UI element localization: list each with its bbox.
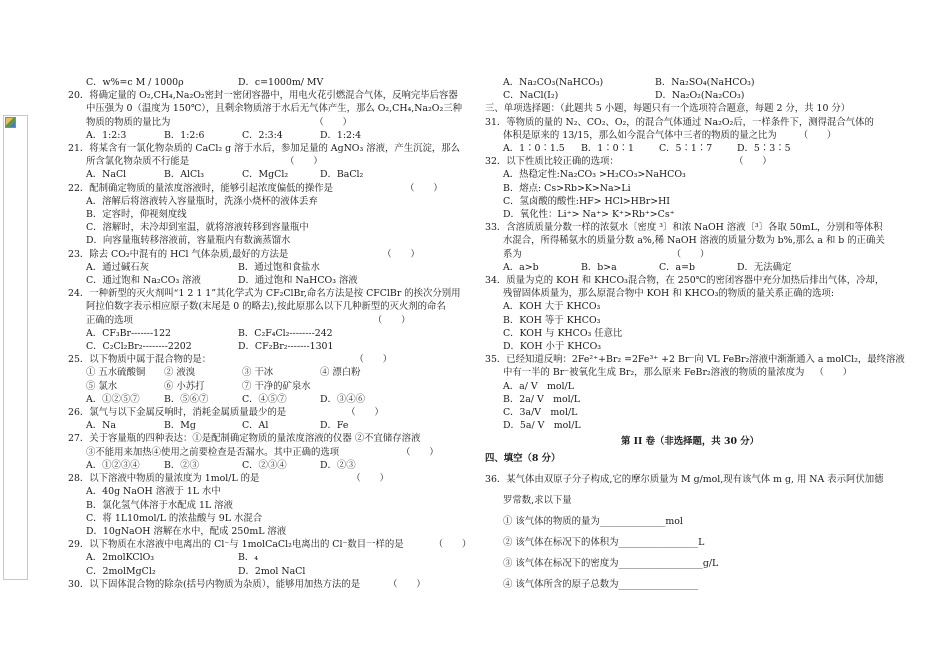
option: C．氢卤酸的酸性:HF> HCl>HBr>HI: [503, 195, 670, 207]
question-text-line: [68, 353, 470, 366]
option: D．③④⑥: [320, 393, 366, 405]
option: B．C₂F₄Cl₂--------242: [238, 327, 333, 339]
option: C．5∶1∶7: [659, 143, 713, 155]
question-31: [485, 116, 895, 156]
broken-image-icon: [5, 117, 16, 128]
option: B．KOH 等于 KHCO₃: [503, 314, 601, 326]
question-text-line: [485, 366, 895, 379]
option: B．通过饱和食盐水: [238, 261, 320, 273]
option: A．40g NaOH 溶液于 1L 水中: [86, 486, 221, 498]
answer-bracket: （ ）: [314, 116, 352, 128]
question-text: 27．关于容量瓶的四种表达：①是配制确定物质的量浓度溶液的仪器 ②不宜储存溶液: [68, 433, 421, 445]
options-row: [68, 459, 470, 472]
question-text: 36．某气体由双原子分子构成,它的摩尔质量为 M g/mol,现有该气体 m g, 用 NA 表示阿伏加德: [485, 473, 884, 485]
answer-bracket: （ ）: [433, 539, 472, 551]
item: ⑦ 干净的矿泉水: [242, 380, 311, 392]
question-28: [68, 472, 470, 538]
option: D．CF₂Br₂-------1301: [238, 341, 334, 353]
option: D．KOH 小于 KHCO₃: [503, 341, 602, 353]
question-29: [68, 538, 470, 578]
answer-bracket: （ ）: [346, 407, 384, 419]
option: C．3a/V mol/L: [503, 407, 578, 419]
question-text-line: [68, 446, 470, 459]
options-row: [68, 380, 470, 393]
item: ② 液溴: [164, 367, 196, 379]
answer-bracket: （ ）: [285, 156, 323, 168]
option: C．C₂Cl₂Br₂--------2202: [86, 341, 192, 353]
option: C．KOH 与 KHCO₃ 任意比: [503, 327, 623, 339]
question-text: ③不能用来加热④使用之前要检查是否漏水。其中正确的选项: [86, 446, 340, 458]
option: A．a>b: [503, 261, 539, 273]
item: ⑥ 小苏打: [164, 380, 205, 392]
option: D．10gNaOH 溶解在水中，配成 250mL 溶液: [86, 525, 287, 537]
answer-bracket: （ ）: [401, 446, 439, 458]
question-text-line: [68, 578, 470, 591]
answer-bracket: （ ）: [372, 314, 411, 326]
fill-blank-line: ③ 该气体在标况下的密度为__________________g/L: [503, 557, 719, 569]
options-row: [68, 565, 470, 578]
answer-bracket: （ ）: [798, 129, 837, 141]
option: B．AlCl₃: [164, 169, 204, 181]
answer-bracket: （ ）: [738, 156, 772, 168]
question-text: 中压强为 0（温度为 150℃），且剩余物质溶于水后无气体产生，那么 O₂,CH₄,Na₂O₂三种: [86, 103, 462, 115]
question-text: 所含氯化物杂质不行能是: [86, 156, 190, 168]
option: C．溶解时，未冷却到室温，就将溶液转移到容量瓶中: [86, 222, 309, 234]
options-row: [68, 168, 470, 181]
option: A．CF₃Br-------122: [86, 327, 172, 339]
option: B．定容时，仰视刻度线: [86, 209, 187, 221]
question-text: 正确的选项: [86, 314, 133, 326]
answer-bracket: （ ）: [351, 473, 389, 485]
option: C．a=b: [659, 261, 695, 273]
question-text: 33．含溶质质量分数一样的浓氨水〔密度 ³〕和浓 NaOH 溶液〔³〕各取 50mL，分别和等体积: [485, 222, 883, 234]
question-32: [485, 155, 895, 221]
options-row: [68, 393, 470, 406]
question-text-line: [68, 406, 470, 419]
option: D．氧化性：Li⁺> Na⁺> K⁺>Rb⁺>Cs⁺: [503, 209, 675, 221]
option: D．2mol NaCl: [238, 565, 306, 577]
options-row: [68, 419, 470, 432]
question-text: 21．将某含有一氯化物杂质的 CaCl₂ g 溶于水后，参加足量的 AgNO₃ 溶液，产生沉淀，那么: [68, 143, 460, 155]
option: D．通过饱和 NaHCO₃ 溶液: [238, 275, 358, 287]
option: D．1:2:4: [320, 129, 362, 141]
question-35: [485, 353, 905, 432]
options-row: [68, 129, 470, 142]
question-text-line: [68, 248, 470, 261]
option: B．②③: [164, 459, 200, 471]
question-33: [485, 221, 895, 274]
option: D．c=1000m/ MV: [238, 77, 324, 88]
option: A．Na: [86, 420, 116, 432]
question-21: [68, 142, 470, 182]
option: A．2molKClO₃: [86, 552, 155, 564]
question-27: [68, 432, 470, 472]
question-text: 23．除去 CO₂中混有的 HCl 气体杂质,最好的方法是: [68, 248, 289, 260]
option: A．热稳定性:Na₂CO₃ >H₂CO₃>NaHCO₃: [503, 169, 686, 181]
question-text: 30．以下固体混合物的除杂(括号内物质为杂质），能够用加热方法的是: [68, 578, 361, 590]
option: A．①②⑤⑦: [86, 393, 140, 405]
item: ⑤ 氯水: [86, 380, 118, 392]
option: A．1∶0∶1.5: [503, 143, 565, 155]
question-text: 25．以下物质中属于混合物的是：: [68, 354, 212, 366]
options-row: [68, 76, 470, 89]
item: ③ 干冰: [242, 367, 274, 379]
question-20: [68, 89, 470, 142]
question-25: [68, 353, 470, 406]
question-text-line: [485, 155, 895, 168]
option: B．熔点: Cs>Rb>K>Na>Li: [503, 182, 631, 194]
option: B．氯化氢气体溶于水配成 1L 溶液: [86, 499, 233, 511]
question-26: [68, 406, 470, 432]
option: A．①②③④: [86, 459, 140, 471]
question-text: 24．一种新型的灭火剂叫“1 2 1 1”其化学式为 CF₂ClBr,命名方法是按 CFClBr 的挨次分别用: [68, 288, 461, 300]
option: D．Na₂O₂(Na₂CO₃): [655, 90, 745, 102]
question-text-line: [68, 182, 470, 195]
question-text: 水混合，所得稀氨水的质量分数 a%,稀 NaOH 溶液的质量分数为 b%,那么 a 和 b 的正确关: [503, 235, 885, 247]
question-text: 29．以下物质在水溶液中电离出的 Cl⁻与 1molCaCl₂电离出的 Cl⁻数目一样的是: [68, 539, 404, 551]
option: C．④⑤⑦: [242, 393, 287, 405]
option: A．KOH 大于 KHCO₃: [503, 301, 601, 313]
option: B．Mg: [164, 420, 196, 432]
question-text: 20．将确定量的 O₂,CH₄,Na₂O₂密封一密闭容器中，用电火花引燃混合气体，反响完毕后容器: [68, 90, 458, 102]
option: B．b>a: [581, 261, 617, 273]
option: D．Fe: [320, 420, 349, 432]
options-row: [68, 340, 470, 353]
options-row: [68, 274, 470, 287]
options-row: [68, 327, 470, 340]
question-text: 26．氯气与以下金属反响时，消耗金属质量最少的是: [68, 407, 287, 419]
option: D．无法确定: [737, 261, 792, 273]
option: C．MgCl₂: [242, 169, 289, 181]
option: A．Na₂CO₃(NaHCO₃): [503, 77, 604, 88]
option: C．②③④: [242, 459, 287, 471]
option: B．2a/ V mol/L: [503, 393, 581, 405]
question-30: [68, 578, 470, 591]
right-column: [485, 76, 905, 595]
question-34: [485, 274, 895, 353]
left-margin-strip: [3, 115, 28, 580]
option: C．w%=c M / 1000ρ: [86, 77, 184, 88]
question-text: 35．已经知道反响：2Fe²⁺+Br₂ =2Fe³⁺ +2 Br⁻向 VL FeBr₂溶液中渐渐通入 a molCl₂，最终溶液: [485, 354, 905, 366]
question-23: [68, 248, 470, 288]
question-text: 残留固体质量为，那么原混合物中 KOH 和 KHCO₃的物质的量关系正确的选项:: [503, 288, 835, 300]
answer-bracket: （ ）: [814, 367, 852, 379]
question-24: [68, 287, 470, 353]
question-text: 阿拉伯数字表示相应原子数(末尾是 0 的略去),按此原那么以下几种新型的灭火剂的命名: [86, 301, 446, 313]
option: A．溶解后将溶液转入容量瓶时，洗涤小烧杯的液体丢弃: [86, 195, 318, 207]
options-row: [485, 76, 895, 89]
question-text-line: [68, 314, 470, 327]
option: A．a/ V mol/L: [503, 380, 574, 392]
question-text: 罗常数,求以下量: [503, 494, 572, 506]
question-text: 31．等物质的量的 N₂、CO₂、O₂，的混合气体通过 Na₂O₂后，一样条件下，测得混合气体的: [485, 116, 874, 128]
option: C．通过饱和 Na₂CO₃ 溶液: [86, 275, 201, 287]
option: B．Na₂SO₄(NaHCO₃): [655, 77, 755, 88]
option: A．通过碱石灰: [86, 261, 150, 273]
option: C．将 1L10mol/L 的浓盐酸与 9L 水混合: [86, 512, 263, 524]
question-text-line: [485, 248, 895, 261]
part-two-heading: 第 II 卷（非选择题，共 30 分）: [621, 436, 759, 448]
options-row: [485, 261, 895, 274]
option: D．②③: [320, 459, 356, 471]
question-text-line: [485, 129, 895, 142]
fill-blank-line: ① 该气体的物质的量为______________mol: [503, 515, 683, 527]
question-text-line: [68, 472, 470, 485]
section-heading: 四、填空（8 分）: [485, 452, 561, 464]
options-row: [68, 261, 470, 274]
option: B．⑤⑥⑦: [164, 393, 209, 405]
option: D．5∶3∶5: [737, 143, 791, 155]
left-column: [68, 76, 470, 591]
options-row: [68, 551, 470, 564]
option: B．1∶0∶1: [581, 143, 634, 155]
answer-bracket: （ ）: [382, 248, 420, 260]
option: A．1:2:3: [86, 129, 127, 141]
question-text: 28．以下溶液中物质的量浓度为 1mol/L 的是: [68, 473, 260, 485]
option: D．向容量瓶转移溶液前，容量瓶内有数滴蒸馏水: [86, 235, 291, 247]
question-text-line: [68, 116, 470, 129]
option: B．₄: [238, 552, 259, 564]
options-row: [485, 89, 895, 102]
item: ① 五水硫酸铜: [86, 367, 146, 379]
option: C．2:3:4: [242, 129, 283, 141]
option: C．NaCl(I₂): [503, 90, 559, 102]
question-text: 物质的物质的量比为: [86, 116, 171, 128]
question-text-line: [68, 155, 470, 168]
answer-bracket: （ ）: [359, 354, 392, 366]
question-text: 32．以下性质比较正确的选项：: [485, 156, 619, 168]
question-text: 体积是原来的 13/15，那么如今混合气体中三者的物质的量之比为: [503, 129, 777, 141]
option: D．BaCl₂: [320, 169, 364, 181]
question-text-line: [68, 538, 470, 551]
option: C．2molMgCl₂: [86, 565, 156, 577]
answer-bracket: （ ）: [388, 578, 426, 590]
option: C．Al: [242, 420, 269, 432]
answer-bracket: （ ）: [671, 248, 710, 260]
option: D．5a/ V mol/L: [503, 420, 581, 432]
question-36: [485, 469, 895, 595]
section-heading: 三、单项选择题：（此题共 5 小题，每题只有一个选项符合题意，每题 2 分，共 10 分）: [485, 103, 851, 115]
options-row: [68, 366, 470, 379]
question-text: 34．质量为克的 KOH 和 KHCO₃混合物，在 250℃的密闭容器中充分加热后排出气体，冷却，: [485, 275, 885, 287]
answer-bracket: （ ）: [405, 182, 443, 194]
question-text: 系为: [503, 248, 522, 260]
item: ④ 漂白粉: [320, 367, 361, 379]
question-text: 22．配制确定物质的量浓度溶液时，能够引起浓度偏低的操作是: [68, 182, 334, 194]
question-text: 中有一半的 Br⁻被氧化生成 Br₂，那么原来 FeBr₂溶液的物质的量浓度为: [503, 367, 805, 379]
fill-blank-line: ④ 该气体所含的原子总数为_________________: [503, 578, 699, 590]
options-row: [485, 142, 895, 155]
option: A．NaCl: [86, 169, 127, 181]
fill-blank-line: ② 该气体在标况下的体积为_________________L: [503, 536, 705, 548]
option: B．1:2:6: [164, 129, 205, 141]
question-22: [68, 182, 470, 248]
